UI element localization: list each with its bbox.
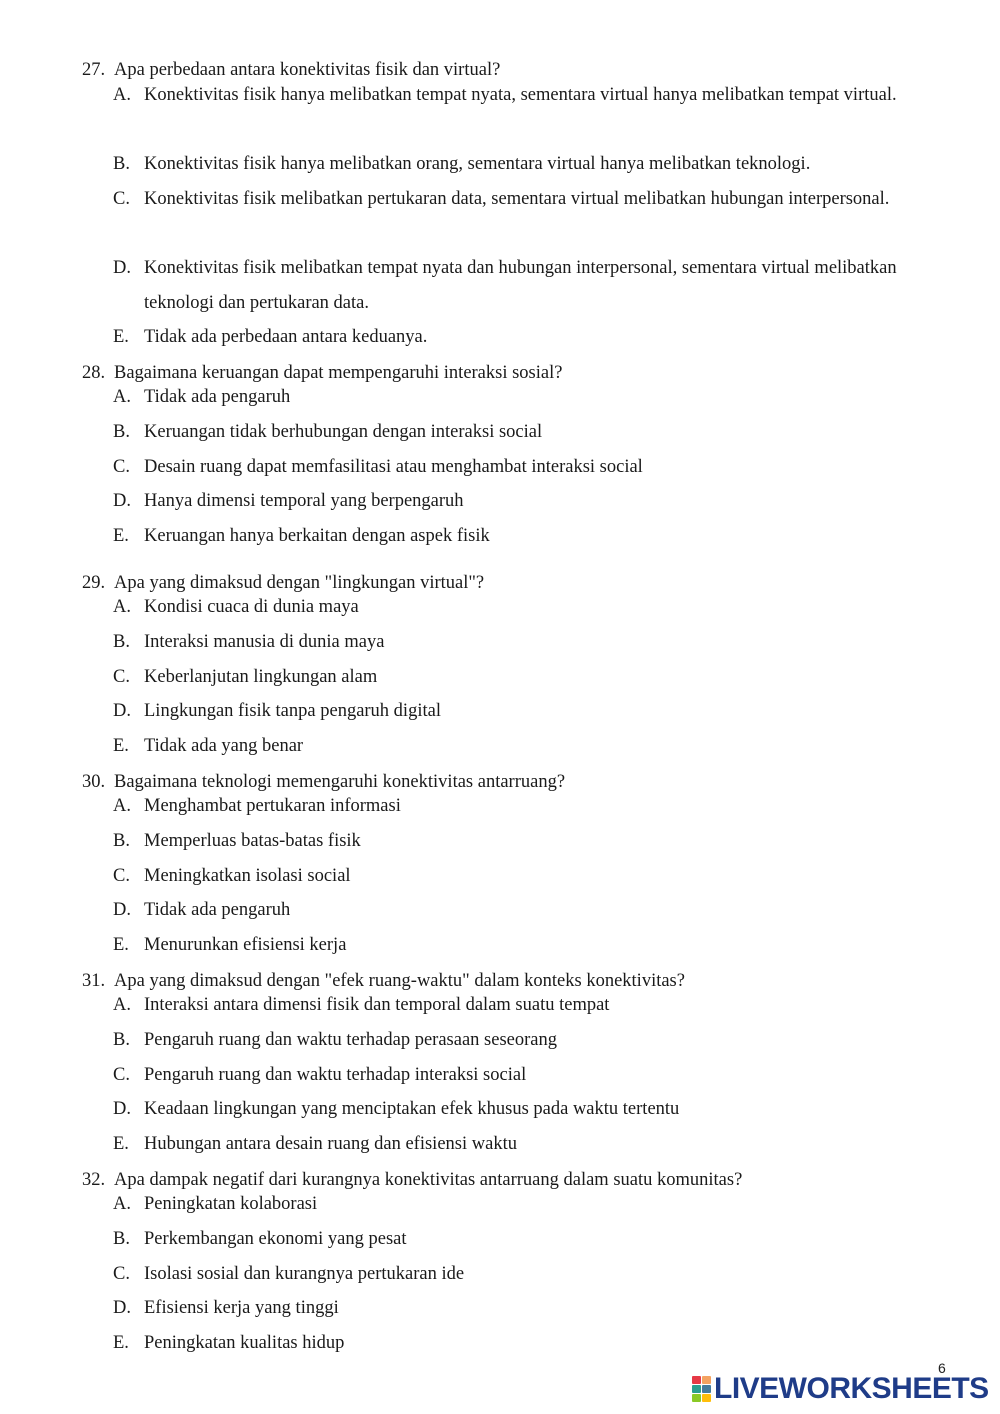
option-e[interactable]: E. Menurunkan efisiensi kerja xyxy=(113,935,347,955)
option-b[interactable]: B. Pengaruh ruang dan waktu terhadap perasaan seseorang xyxy=(113,1030,557,1050)
question-text: 30. Bagaimana teknologi memengaruhi konektivitas antarruang? xyxy=(82,772,566,792)
liveworksheets-logo[interactable] xyxy=(692,1372,989,1406)
option-a[interactable]: A. Menghambat pertukaran informasi xyxy=(113,796,401,816)
option-a[interactable]: A. Peningkatan kolaborasi xyxy=(113,1194,318,1214)
page-number: 6 xyxy=(938,1360,946,1376)
question-text: 31. Apa yang dimaksud dengan "efek ruang-waktu" dalam konteks konektivitas? xyxy=(82,971,685,991)
question-text: 29. Apa yang dimaksud dengan "lingkungan virtual"? xyxy=(82,573,485,593)
question-text: 28. Bagaimana keruangan dapat mempengaruhi interaksi sosial? xyxy=(82,363,563,383)
question-text: 32. Apa dampak negatif dari kurangnya konektivitas antarruang dalam suatu komunitas? xyxy=(82,1170,743,1190)
logo-text: LIVEWORKSHEETS xyxy=(714,1372,989,1405)
option-e[interactable]: E. Tidak ada perbedaan antara keduanya. xyxy=(113,327,428,347)
option-d[interactable]: D. Tidak ada pengaruh xyxy=(113,900,291,920)
option-c[interactable]: C. Konektivitas fisik melibatkan pertukaran data, sementara virtual melibatkan hubungan interpersonal. xyxy=(113,189,890,209)
option-b[interactable]: B. Konektivitas fisik hanya melibatkan orang, sementara virtual hanya melibatkan teknologi. xyxy=(113,154,811,174)
option-a[interactable]: A. Interaksi antara dimensi fisik dan temporal dalam suatu tempat xyxy=(113,995,610,1015)
option-c[interactable]: C. Isolasi sosial dan kurangnya pertukaran ide xyxy=(113,1264,465,1284)
option-e[interactable]: E. Hubungan antara desain ruang dan efisiensi waktu xyxy=(113,1134,517,1154)
option-a[interactable]: A. Kondisi cuaca di dunia maya xyxy=(113,597,359,617)
option-b[interactable]: B. Memperluas batas-batas fisik xyxy=(113,831,361,851)
option-e[interactable]: E. Keruangan hanya berkaitan dengan aspek fisik xyxy=(113,526,490,546)
logo-mark-icon xyxy=(692,1376,710,1402)
option-b[interactable]: B. Interaksi manusia di dunia maya xyxy=(113,632,385,652)
option-b[interactable]: B. Keruangan tidak berhubungan dengan interaksi social xyxy=(113,422,543,442)
option-c[interactable]: C. Meningkatkan isolasi social xyxy=(113,866,351,886)
logo-square xyxy=(692,1376,701,1384)
option-d[interactable]: D. Keadaan lingkungan yang menciptakan efek khusus pada waktu tertentu xyxy=(113,1099,680,1119)
logo-square xyxy=(692,1385,701,1393)
option-c[interactable]: C. Pengaruh ruang dan waktu terhadap interaksi social xyxy=(113,1065,527,1085)
logo-square xyxy=(702,1385,711,1393)
option-e[interactable]: E. Peningkatan kualitas hidup xyxy=(113,1333,345,1353)
option-d[interactable]: D. Lingkungan fisik tanpa pengaruh digital xyxy=(113,701,441,721)
option-c[interactable]: C. Desain ruang dapat memfasilitasi atau menghambat interaksi social xyxy=(113,457,643,477)
option-a[interactable]: A. Konektivitas fisik hanya melibatkan tempat nyata, sementara virtual hanya melibatkan tempat virtual. xyxy=(113,85,897,105)
question-text: 27. Apa perbedaan antara konektivitas fisik dan virtual? xyxy=(82,60,501,80)
option-d[interactable]: D. Efisiensi kerja yang tinggi xyxy=(113,1298,339,1318)
option-e[interactable]: E. Tidak ada yang benar xyxy=(113,736,304,756)
option-b[interactable]: B. Perkembangan ekonomi yang pesat xyxy=(113,1229,407,1249)
logo-square xyxy=(702,1376,711,1384)
logo-square xyxy=(692,1394,701,1402)
logo-square xyxy=(702,1394,711,1402)
option-d[interactable]: D. Konektivitas fisik melibatkan tempat nyata dan hubungan interpersonal, sementara virtual melibatkan teknologi dan pertukaran data. xyxy=(113,258,897,313)
option-c[interactable]: C. Keberlanjutan lingkungan alam xyxy=(113,667,378,687)
option-d[interactable]: D. Hanya dimensi temporal yang berpengaruh xyxy=(113,491,464,511)
option-a[interactable]: A. Tidak ada pengaruh xyxy=(113,387,291,407)
